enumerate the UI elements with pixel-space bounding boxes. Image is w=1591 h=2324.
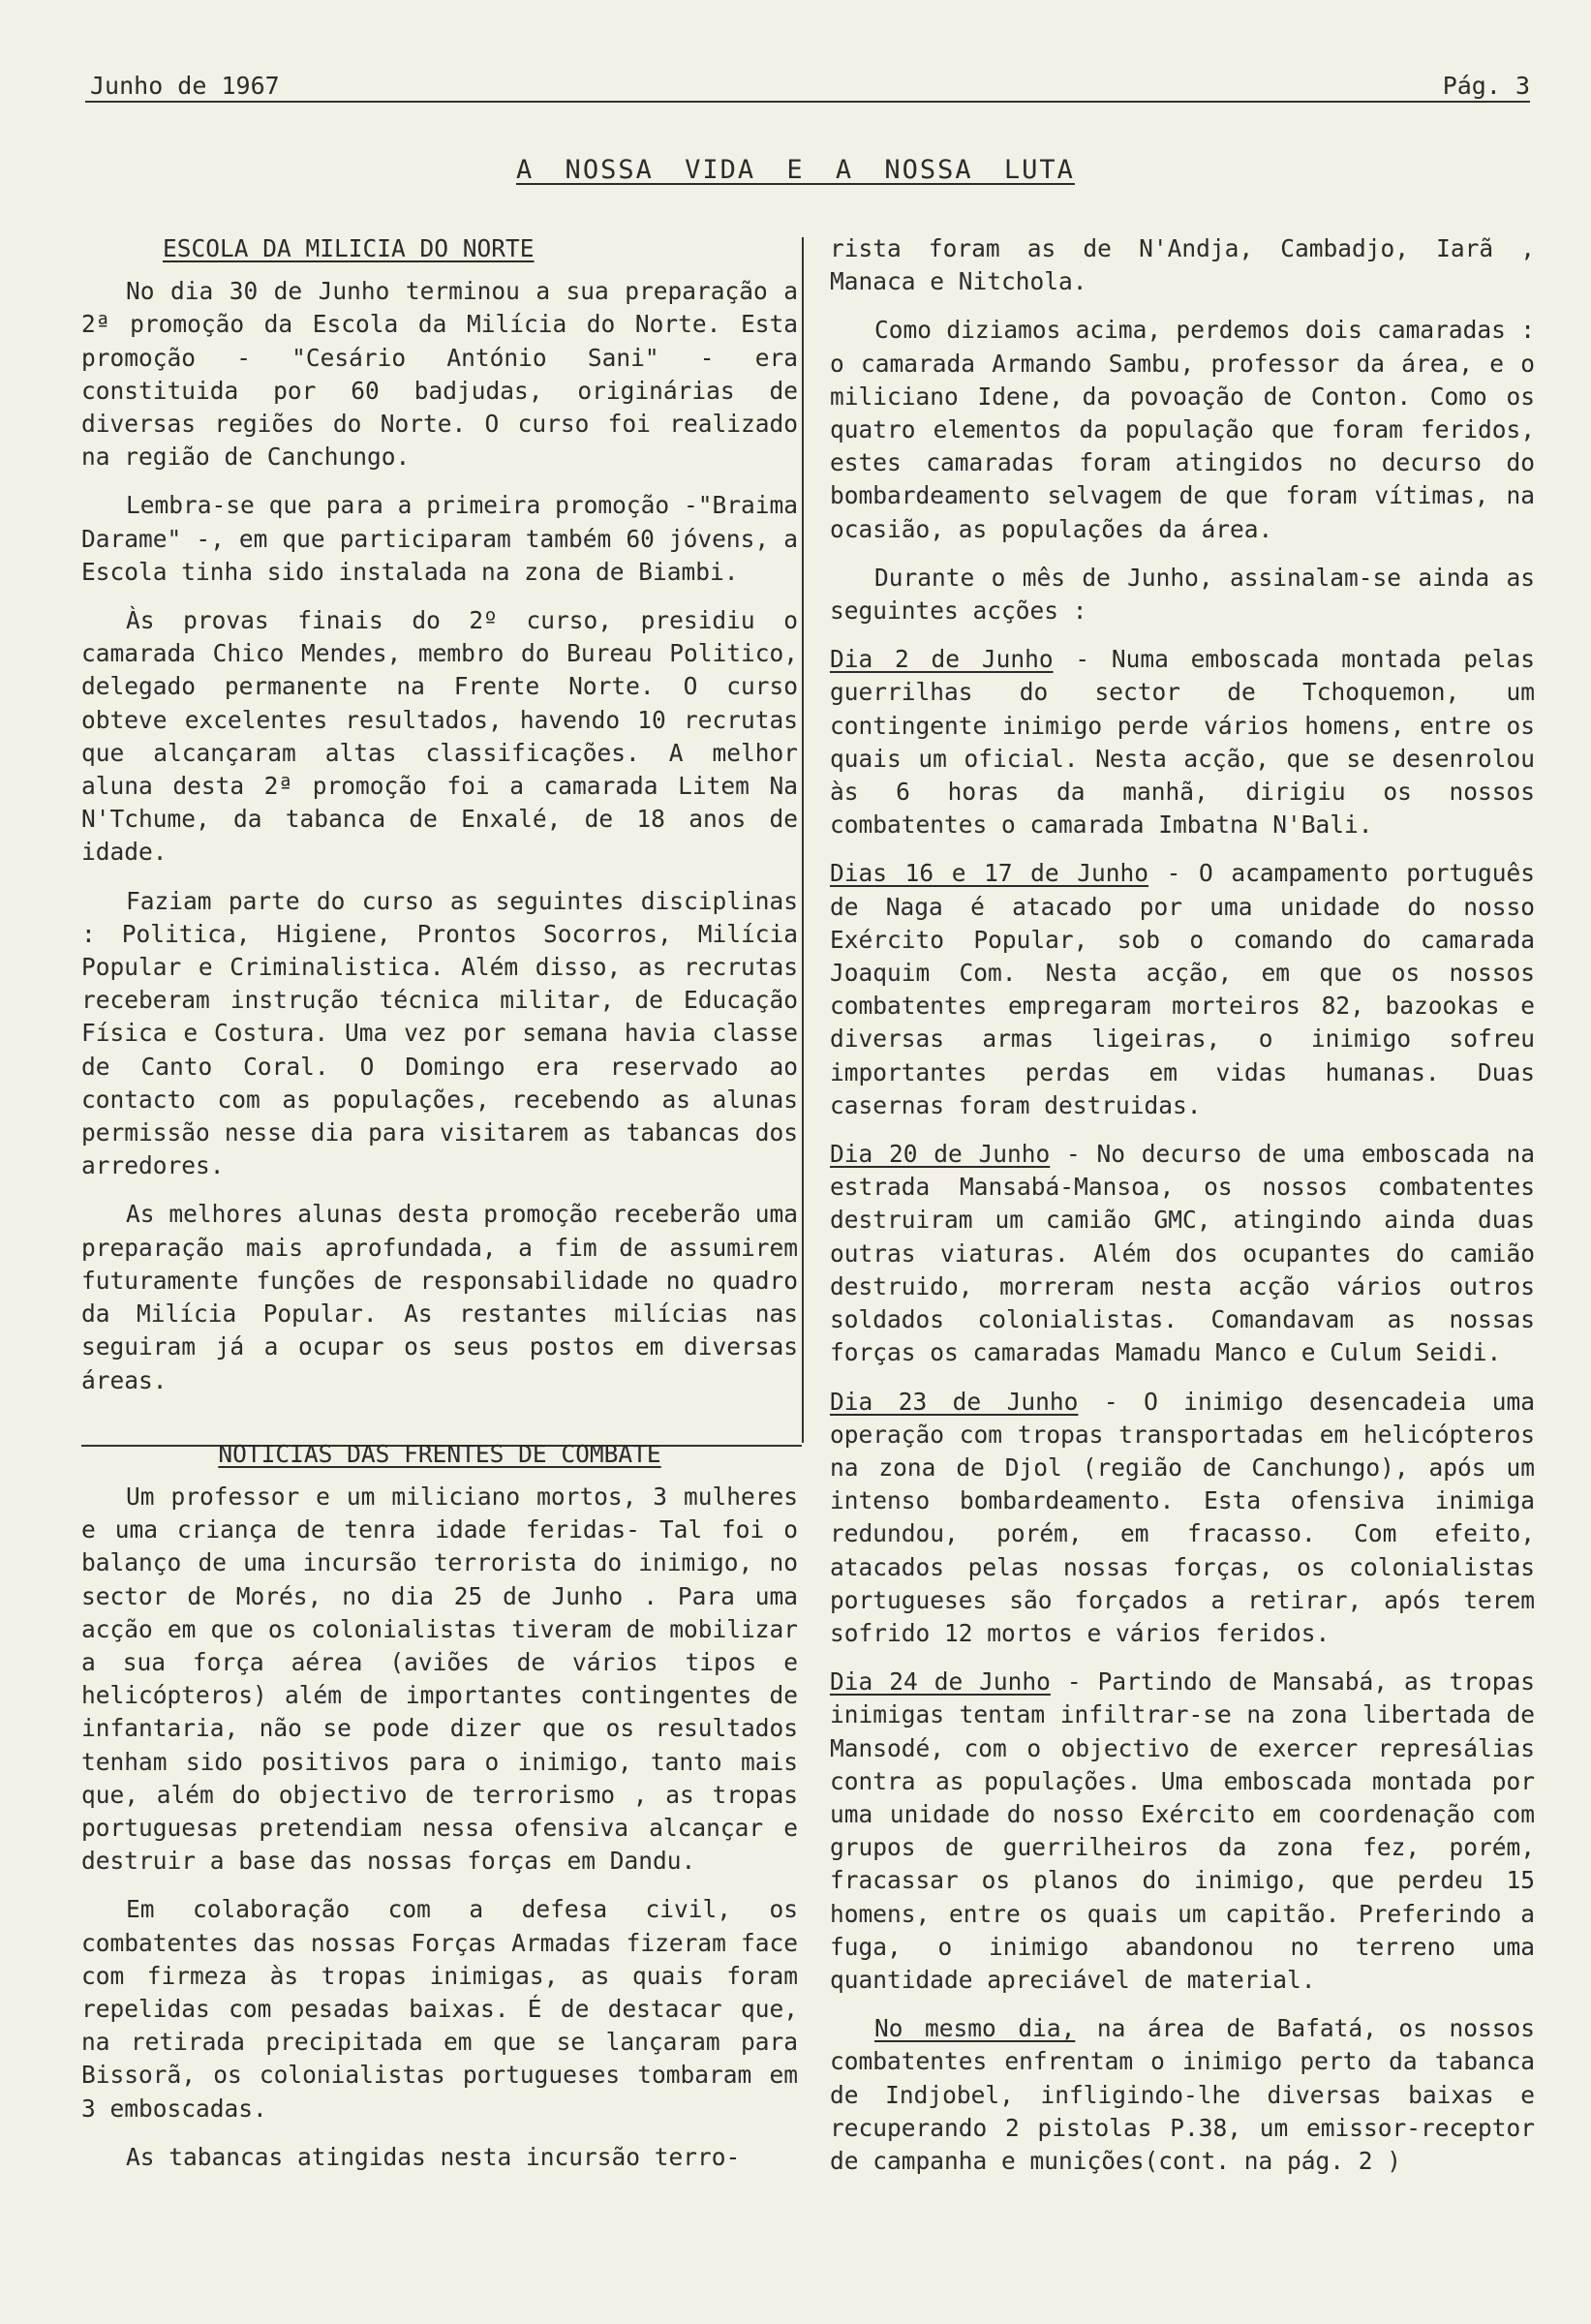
report-entry	[830, 643, 1535, 841]
section-heading-noticias: NOTICIAS DAS FRENTES DE COMBATE	[218, 1439, 661, 1468]
report-entry	[830, 857, 1535, 1122]
article-paragraph: Lembra-se que para a primeira promoção -"Braima Darame" -, em que participaram também 60 jóvens, a Escola tinha sido instalada na zona de Biambi.	[81, 491, 798, 586]
article-paragraph: Às provas finais do 2º curso, presidiu o camarada Chico Mendes, membro do Bureau Politico, delegado permanente na Frente Norte. O curso obteve excelentes resultados, havendo 10 recrutas que alcançaram altas classificações. A melhor aluna desta 2ª promoção foi a camarada Litem Na N'Tchume, da tabanca de Enxalé, de 18 anos de idade.	[81, 606, 798, 867]
section-noticias	[81, 1438, 798, 2174]
report-entry	[830, 1666, 1535, 1997]
report-date: Dia 2 de Junho	[830, 645, 1054, 674]
article-paragraph: Faziam parte do curso as seguintes disciplinas : Politica, Higiene, Prontos Socorros, Milícia Popular e Criminalistica. Além disso, as recrutas receberam instrução técnica militar, de Educação Física e Costura. Uma vez por semana havia classe de Canto Coral. O Domingo era reservado ao contacto com as populações, recebendo as alunas permissão nesse dia para visitarem as tabancas dos arredores.	[81, 886, 798, 1180]
report-text: - O inimigo desencadeia uma operação com tropas transportadas em helicópteros na zona de Djol (região de Canchungo), após um intenso bombardeamento. Esta ofensiva inimiga redundou, porém, em fracasso. Com efeito, atacados pelas nossas forças, os colonialistas portugueses são forçados a retirar, após terem sofrido 12 mortos e vários feridos.	[830, 1387, 1535, 1647]
page-title	[0, 155, 1591, 185]
report-text: - O acampamento português de Naga é atacado por uma unidade do nosso Exército Popular, sob o comando do camarada Joaquim Com. Nesta acção, em que os nossos combatentes empregaram morteiros 82, bazookas e diversas armas ligeiras, o inimigo sofreu importantes perdas em vidas humanas. Duas casernas foram destruidas.	[830, 859, 1535, 1119]
report-text: - No decurso de uma emboscada na estrada Mansabá-Mansoa, os nossos combatentes destruiram um camião GMC, atingindo ainda duas outras viaturas. Além dos ocupantes do camião destruido, morreram nesta acção vários outros soldados colonialistas. Comandavam as nossas forças os camaradas Mamadu Manco e Culum Seidi.	[830, 1140, 1535, 1367]
continued-text: rista foram as de N'Andja, Cambadjo, Iarã , Manaca e Nitchola.	[830, 234, 1535, 296]
column-divider	[802, 237, 804, 1443]
report-date: Dia 24 de Junho	[830, 1667, 1051, 1697]
left-column	[81, 232, 798, 2189]
right-column	[830, 232, 1535, 2193]
article-paragraph: Um professor e um miliciano mortos, 3 mulheres e uma criança de tenra idade feridas- Tal foi o balanço de uma incursão terrorista do inimigo, no sector de Morés, no dia 25 de Junho . Para uma acção em que os colonialistas tiveram de mobilizar a sua força aérea (aviões de vários tipos e helicópteros) além de importantes contingentes de infantaria, não se pode dizer que os resultados tenham sido positivos para o inimigo, tanto mais que, além do objectivo de terrorismo , as tropas portuguesas pretendiam nessa ofensiva alcançar e destruir a base das nossas forças em Dandu.	[81, 1482, 798, 1876]
report-entry	[830, 2012, 1535, 2178]
issue-date: Junho de 1967	[90, 72, 280, 100]
article-paragraph: As melhores alunas desta promoção receberão uma preparação mais aprofundada, a fim de assumirem futuramente funções de responsabilidade no quadro da Milícia Popular. As restantes milícias nas seguiram já a ocupar os seus postos em diversas áreas.	[81, 1200, 798, 1394]
report-text: - Numa emboscada montada pelas guerrilhas do sector de Tchoquemon, um contingente inimigo perde vários homens, entre os quais um oficial. Nesta acção, que se desenrolou às 6 horas da manhã, dirigiu os nossos combatentes o camarada Imbatna N'Bali.	[830, 645, 1535, 840]
report-date: Dia 23 de Junho	[830, 1387, 1079, 1416]
article-paragraph: Como diziamos acima, perdemos dois camaradas : o camarada Armando Sambu, professor da área, e o miliciano Idene, da povoação de Conton. Como os quatro elementos da população que foram feridos, estes camaradas foram atingidos no decurso do bombardeamento selvagem de que foram vítimas, na ocasião, as populações da área.	[830, 316, 1535, 543]
section-heading-escola: ESCOLA DA MILICIA DO NORTE	[163, 234, 535, 262]
report-text: - Partindo de Mansabá, as tropas inimigas tentam infiltrar-se na zona libertada de Mansodé, com o objectivo de exercer represálias contra as populações. Uma emboscada montada por uma unidade do nosso Exército em coordenação com grupos de guerrilheiros da zona fez, porém, fracassar os planos do inimigo, que perdeu 15 homens, entre os quais um capitão. Preferindo a fuga, o inimigo abandonou no terreno uma quantidade apreciável de material.	[830, 1667, 1535, 1994]
report-text: na área de Bafatá, os nossos combatentes enfrentam o inimigo perto da tabanca de Indjobel, infligindo-lhe diversas baixas e recuperando 2 pistolas P.38, um emissor-receptor de campanha e munições(cont. na pág. 2 )	[830, 2014, 1535, 2175]
report-date: No mesmo dia,	[874, 2014, 1076, 2043]
page-title-text: A NOSSA VIDA E A NOSSA LUTA	[516, 155, 1075, 185]
page-number: Pág. 3	[1442, 72, 1530, 100]
report-date: Dia 20 de Junho	[830, 1140, 1051, 1169]
report-entry	[830, 1138, 1535, 1369]
article-paragraph: Durante o mês de Junho, assinalam-se ainda as seguintes acções :	[830, 563, 1535, 626]
report-date: Dias 16 e 17 de Junho	[830, 859, 1149, 888]
article-paragraph: No dia 30 de Junho terminou a sua preparação a 2ª promoção da Escola da Milícia do Norte. Esta promoção - "Cesário António Sani" - era constituida por 60 badjudas, originárias de diversas regiões do Norte. O curso foi realizado na região de Canchungo.	[81, 277, 798, 472]
article-paragraph: As tabancas atingidas nesta incursão terro-	[126, 2142, 741, 2171]
article-paragraph: Em colaboração com a defesa civil, os combatentes das nossas Forças Armadas fizeram face com firmeza às tropas inimigas, as quais foram repelidas com pesadas baixas. É de destacar que, na retirada precipitada em que se lançaram para Bissorã, os colonialistas portugueses tombaram em 3 emboscadas.	[81, 1895, 798, 2123]
report-entry	[830, 1386, 1535, 1651]
header-rule	[85, 101, 1530, 103]
